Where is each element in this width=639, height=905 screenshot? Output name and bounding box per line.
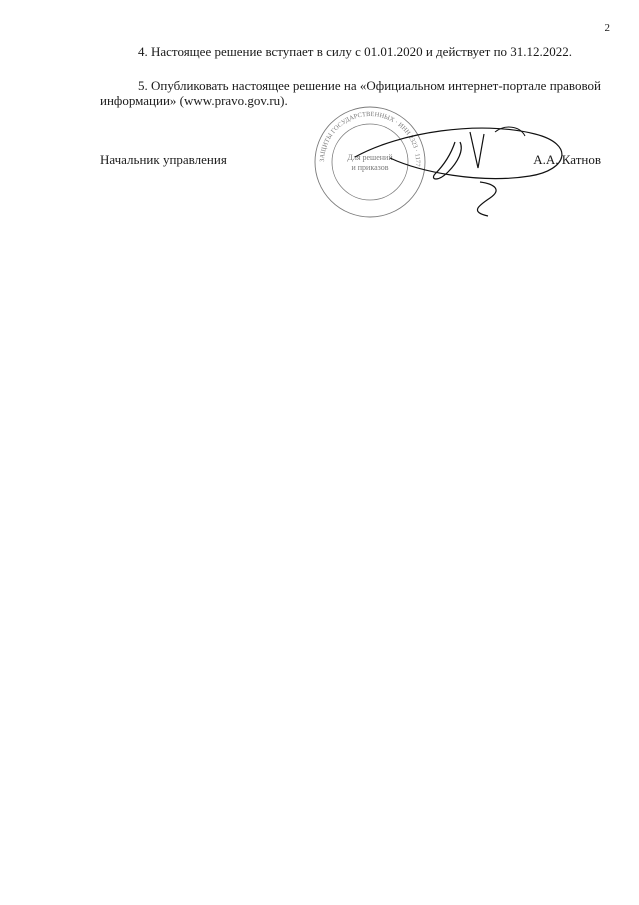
paragraph-4 [100,44,601,59]
signer-title: Начальник управления [100,152,227,167]
stamp-center-text-2: и приказов [351,163,389,172]
signer-name: А.А. Катнов [533,152,601,167]
page-number: 2 [604,22,610,34]
signature-block [100,110,601,212]
paragraph-5-text: 5. Опубликовать настоящее решение на «Официальном интернет-портале правовой информации» (www.pravo.gov.ru). [100,78,601,108]
stamp-ring-text: ЗАЩИТЫ ГОСУДАРСТВЕННЫХ · ИНН 2323 · 1177 [318,110,422,167]
paragraph-4-text: 4. Настоящее решение вступает в силу с 01.01.2020 и действует по 31.12.2022. [138,44,573,59]
stamp-center-text-1: Для решений [347,153,393,162]
